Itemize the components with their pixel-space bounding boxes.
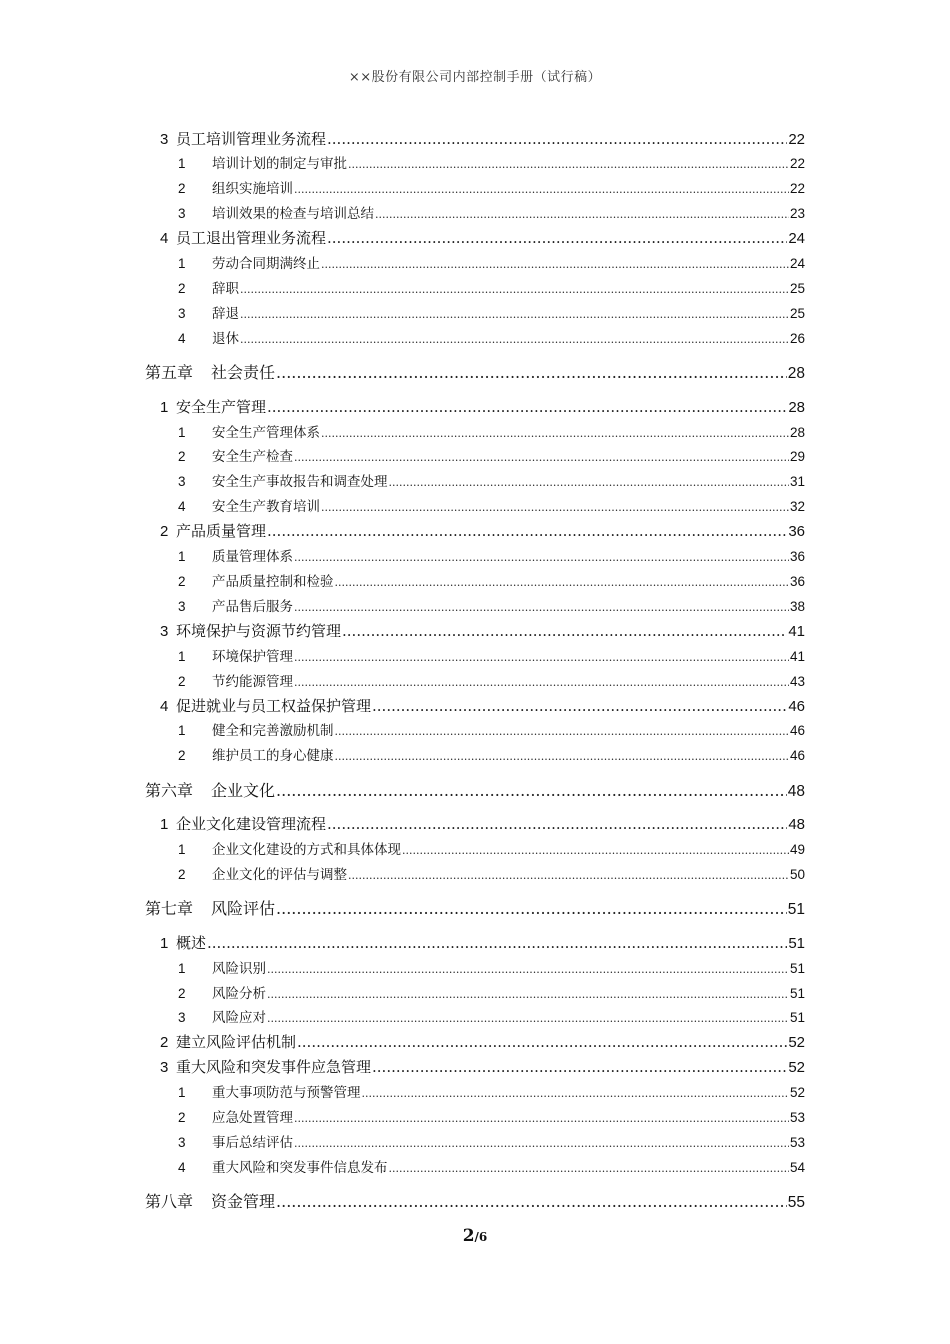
toc-section-entry[interactable]	[160, 1056, 805, 1077]
toc-subsection-entry[interactable]	[178, 719, 805, 739]
toc-dot-leader	[389, 476, 789, 489]
toc-entry-page: 48	[788, 816, 805, 833]
toc-entry-title: 培训计划的制定与审批	[212, 156, 347, 172]
toc-entry-number: 2	[178, 986, 186, 1001]
toc-entry-title: 环境保护管理	[212, 649, 293, 665]
toc-subsection-entry[interactable]	[178, 645, 805, 665]
toc-entry-title: 健全和完善激励机制	[212, 723, 334, 739]
toc-entry-number: 3	[178, 474, 186, 489]
toc-section-entry[interactable]	[160, 396, 805, 417]
toc-entry-page: 32	[789, 499, 805, 514]
toc-entry-number: 1	[178, 961, 186, 976]
toc-entry-number: 3	[178, 306, 186, 321]
toc-entry-title: 质量管理体系	[212, 549, 293, 565]
toc-entry-page: 53	[789, 1110, 805, 1125]
toc-entry-title: 安全生产管理	[176, 398, 267, 416]
toc-entry-title: 产品质量管理	[176, 522, 267, 540]
toc-entry-number: 1	[178, 549, 186, 564]
toc-entry-page: 52	[788, 1059, 805, 1076]
toc-entry-number: 第八章	[145, 1192, 194, 1211]
toc-entry-number: 3	[160, 1059, 169, 1076]
toc-entry-page: 51	[788, 935, 805, 952]
toc-dot-leader	[327, 229, 787, 247]
toc-entry-title: 组织实施培训	[212, 181, 293, 197]
toc-entry-number: 2	[178, 867, 186, 882]
toc-entry-title: 企业文化	[211, 781, 276, 800]
toc-subsection-entry[interactable]	[178, 152, 805, 172]
toc-subsection-entry[interactable]	[178, 302, 805, 322]
toc-entry-number: 2	[160, 523, 169, 540]
toc-entry-number: 2	[178, 1110, 186, 1125]
toc-entry-title: 节约能源管理	[212, 674, 293, 690]
toc-entry-title: 资金管理	[211, 1192, 276, 1211]
toc-section-entry[interactable]	[160, 932, 805, 953]
toc-dot-leader	[321, 427, 789, 440]
toc-entry-title: 安全生产检查	[212, 449, 293, 465]
toc-section-entry[interactable]	[160, 128, 805, 149]
toc-entry-number: 第六章	[145, 781, 194, 800]
toc-entry-page: 43	[789, 674, 805, 689]
toc-subsection-entry[interactable]	[178, 445, 805, 465]
toc-dot-leader	[276, 781, 787, 800]
toc-dot-leader	[375, 208, 789, 221]
toc-subsection-entry[interactable]	[178, 252, 805, 272]
toc-section-entry[interactable]	[160, 227, 805, 248]
toc-entry-title: 员工退出管理业务流程	[176, 229, 327, 247]
toc-entry-number: 2	[178, 574, 186, 589]
toc-entry-page: 22	[789, 156, 805, 171]
toc-entry-title: 安全生产教育培训	[212, 499, 320, 515]
toc-subsection-entry[interactable]	[178, 327, 805, 347]
toc-entry-title: 安全生产事故报告和调查处理	[212, 474, 388, 490]
toc-entry-number: 2	[178, 674, 186, 689]
toc-dot-leader	[276, 363, 787, 382]
toc-entry-page: 24	[788, 230, 805, 247]
toc-entry-title: 培训效果的检查与培训总结	[212, 206, 374, 222]
toc-entry-title: 建立风险评估机制	[176, 1033, 297, 1051]
toc-section-entry[interactable]	[160, 695, 805, 716]
toc-subsection-entry[interactable]	[178, 744, 805, 764]
toc-entry-number: 4	[178, 331, 186, 346]
toc-entry-page: 28	[788, 399, 805, 416]
toc-entry-page: 46	[789, 748, 805, 763]
toc-subsection-entry[interactable]	[178, 595, 805, 615]
toc-subsection-entry[interactable]	[178, 1006, 805, 1026]
toc-dot-leader	[240, 333, 789, 346]
toc-dot-leader	[276, 1192, 787, 1211]
toc-subsection-entry[interactable]	[178, 838, 805, 858]
toc-entry-page: 49	[789, 842, 805, 857]
toc-entry-title: 环境保护与资源节约管理	[176, 622, 342, 640]
toc-entry-number: 3	[178, 206, 186, 221]
toc-entry-number: 1	[160, 816, 169, 833]
toc-entry-number: 1	[178, 723, 186, 738]
toc-subsection-entry[interactable]	[178, 202, 805, 222]
page-header: ××股份有限公司内部控制手册（试行稿）	[348, 70, 602, 85]
toc-entry-page: 26	[789, 331, 805, 346]
toc-entry-number: 4	[178, 1160, 186, 1175]
toc-dot-leader	[372, 1058, 787, 1076]
toc-entry-number: 第七章	[145, 899, 194, 918]
toc-entry-number: 1	[178, 156, 186, 171]
toc-subsection-entry[interactable]	[178, 1156, 805, 1176]
toc-entry-title: 产品质量控制和检验	[212, 574, 334, 590]
toc-entry-page: 22	[789, 181, 805, 196]
page-number	[0, 1226, 950, 1246]
toc-entry-title: 维护员工的身心健康	[212, 748, 334, 764]
toc-dot-leader	[207, 934, 787, 952]
toc-dot-leader	[267, 398, 787, 416]
toc-entry-page: 48	[787, 783, 805, 800]
toc-chapter-entry[interactable]	[145, 778, 805, 801]
toc-subsection-entry[interactable]	[178, 421, 805, 441]
toc-entry-title: 促进就业与员工权益保护管理	[176, 697, 372, 715]
toc-entry-title: 辞退	[212, 306, 239, 322]
toc-subsection-entry[interactable]	[178, 177, 805, 197]
toc-entry-number: 1	[178, 256, 186, 271]
toc-entry-page: 28	[789, 425, 805, 440]
toc-dot-leader	[294, 551, 789, 564]
toc-entry-number: 1	[160, 399, 169, 416]
toc-entry-number: 1	[178, 842, 186, 857]
toc-entry-page: 51	[789, 961, 805, 976]
toc-entry-page: 51	[787, 901, 805, 918]
toc-subsection-entry[interactable]	[178, 545, 805, 565]
toc-dot-leader	[267, 963, 789, 976]
toc-entry-page: 51	[789, 986, 805, 1001]
toc-entry-number: 4	[160, 698, 169, 715]
toc-entry-number: 2	[178, 281, 186, 296]
toc-dot-leader	[294, 183, 789, 196]
toc-entry-title: 风险分析	[212, 986, 266, 1002]
toc-entry-number: 第五章	[145, 363, 194, 382]
toc-entry-title: 概述	[176, 934, 207, 952]
toc-dot-leader	[348, 158, 789, 171]
toc-entry-page: 41	[789, 649, 805, 664]
toc-entry-title: 员工培训管理业务流程	[176, 130, 327, 148]
toc-entry-number: 1	[178, 425, 186, 440]
toc-dot-leader	[327, 815, 787, 833]
toc-dot-leader	[276, 899, 787, 918]
toc-entry-number: 4	[178, 499, 186, 514]
toc-entry-number: 3	[160, 623, 169, 640]
toc-subsection-entry[interactable]	[178, 982, 805, 1002]
toc-dot-leader	[335, 725, 789, 738]
toc-section-entry[interactable]	[160, 813, 805, 834]
toc-subsection-entry[interactable]	[178, 495, 805, 515]
current-page: 2	[462, 1226, 475, 1246]
toc-dot-leader	[348, 869, 789, 882]
toc-entry-title: 产品售后服务	[212, 599, 293, 615]
toc-entry-number: 2	[178, 748, 186, 763]
toc-entry-number: 1	[160, 935, 169, 952]
toc-entry-number: 1	[178, 649, 186, 664]
toc-entry-number: 2	[160, 1034, 169, 1051]
toc-entry-title: 退休	[212, 331, 239, 347]
toc-dot-leader	[335, 750, 789, 763]
toc-entry-page: 25	[789, 281, 805, 296]
toc-dot-leader	[294, 451, 789, 464]
toc-entry-title: 应急处置管理	[212, 1110, 293, 1126]
toc-entry-page: 50	[789, 867, 805, 882]
toc-entry-number: 3	[160, 131, 169, 148]
toc-entry-title: 社会责任	[211, 363, 276, 382]
toc-entry-title: 企业文化建设管理流程	[176, 815, 327, 833]
toc-entry-title: 重大风险和突发事件信息发布	[212, 1160, 388, 1176]
toc-entry-page: 38	[789, 599, 805, 614]
toc-entry-page: 28	[787, 365, 805, 382]
toc-dot-leader	[294, 676, 789, 689]
toc-entry-title: 安全生产管理体系	[212, 425, 320, 441]
toc-dot-leader	[294, 1112, 789, 1125]
toc-dot-leader	[321, 501, 789, 514]
toc-subsection-entry[interactable]	[178, 570, 805, 590]
toc-entry-page: 53	[789, 1135, 805, 1150]
toc-dot-leader	[240, 308, 789, 321]
toc-chapter-entry[interactable]	[145, 1189, 805, 1212]
toc-dot-leader	[267, 1012, 789, 1025]
toc-dot-leader	[267, 522, 787, 540]
toc-dot-leader	[335, 576, 789, 589]
toc-subsection-entry[interactable]	[178, 277, 805, 297]
toc-entry-page: 25	[789, 306, 805, 321]
toc-entry-number: 3	[178, 599, 186, 614]
toc-subsection-entry[interactable]	[178, 863, 805, 883]
toc-entry-page: 52	[788, 1034, 805, 1051]
toc-dot-leader	[389, 1162, 789, 1175]
toc-dot-leader	[372, 697, 787, 715]
toc-entry-title: 企业文化的评估与调整	[212, 867, 347, 883]
toc-entry-page: 46	[788, 698, 805, 715]
toc-entry-title: 辞职	[212, 281, 239, 297]
toc-subsection-entry[interactable]	[178, 470, 805, 490]
toc-entry-page: 41	[788, 623, 805, 640]
toc-subsection-entry[interactable]	[178, 1106, 805, 1126]
toc-subsection-entry[interactable]	[178, 1081, 805, 1101]
toc-entry-page: 46	[789, 723, 805, 738]
toc-entry-page: 52	[789, 1085, 805, 1100]
toc-dot-leader	[362, 1087, 789, 1100]
toc-section-entry[interactable]	[160, 1031, 805, 1052]
toc-entry-title: 风险评估	[211, 899, 276, 918]
toc-entry-title: 重大事项防范与预警管理	[212, 1085, 361, 1101]
toc-subsection-entry[interactable]	[178, 1131, 805, 1151]
toc-dot-leader	[294, 651, 789, 664]
toc-entry-page: 54	[789, 1160, 805, 1175]
toc-entry-title: 风险应对	[212, 1010, 266, 1026]
toc-chapter-entry[interactable]	[145, 360, 805, 383]
toc-entry-title: 风险识别	[212, 961, 266, 977]
toc-chapter-entry[interactable]	[145, 896, 805, 919]
toc-entry-title: 事后总结评估	[212, 1135, 293, 1151]
toc-entry-number: 3	[178, 1135, 186, 1150]
toc-entry-title: 重大风险和突发事件应急管理	[176, 1058, 372, 1076]
toc-subsection-entry[interactable]	[178, 670, 805, 690]
toc-entry-page: 29	[789, 449, 805, 464]
toc-entry-page: 24	[789, 256, 805, 271]
toc-entry-page: 36	[788, 523, 805, 540]
toc-entry-number: 4	[160, 230, 169, 247]
toc-entry-number: 2	[178, 449, 186, 464]
toc-entry-page: 23	[789, 206, 805, 221]
toc-subsection-entry[interactable]	[178, 957, 805, 977]
total-pages: /6	[474, 1230, 488, 1244]
toc-section-entry[interactable]	[160, 520, 805, 541]
toc-entry-title: 企业文化建设的方式和具体体现	[212, 842, 401, 858]
toc-entry-number: 2	[178, 181, 186, 196]
toc-dot-leader	[327, 130, 787, 148]
toc-dot-leader	[402, 844, 789, 857]
toc-entry-page: 51	[789, 1010, 805, 1025]
toc-dot-leader	[297, 1033, 787, 1051]
toc-entry-title: 劳动合同期满终止	[212, 256, 320, 272]
toc-entry-page: 36	[789, 574, 805, 589]
toc-entry-page: 36	[789, 549, 805, 564]
toc-dot-leader	[267, 988, 789, 1001]
toc-entry-page: 31	[789, 474, 805, 489]
toc-dot-leader	[294, 601, 789, 614]
toc-entry-number: 1	[178, 1085, 186, 1100]
toc-entry-page: 55	[787, 1194, 805, 1211]
toc-dot-leader	[321, 258, 789, 271]
toc-dot-leader	[342, 622, 787, 640]
toc-entry-page: 22	[788, 131, 805, 148]
toc-section-entry[interactable]	[160, 620, 805, 641]
toc-dot-leader	[240, 283, 789, 296]
toc-dot-leader	[294, 1137, 789, 1150]
toc-entry-number: 3	[178, 1010, 186, 1025]
